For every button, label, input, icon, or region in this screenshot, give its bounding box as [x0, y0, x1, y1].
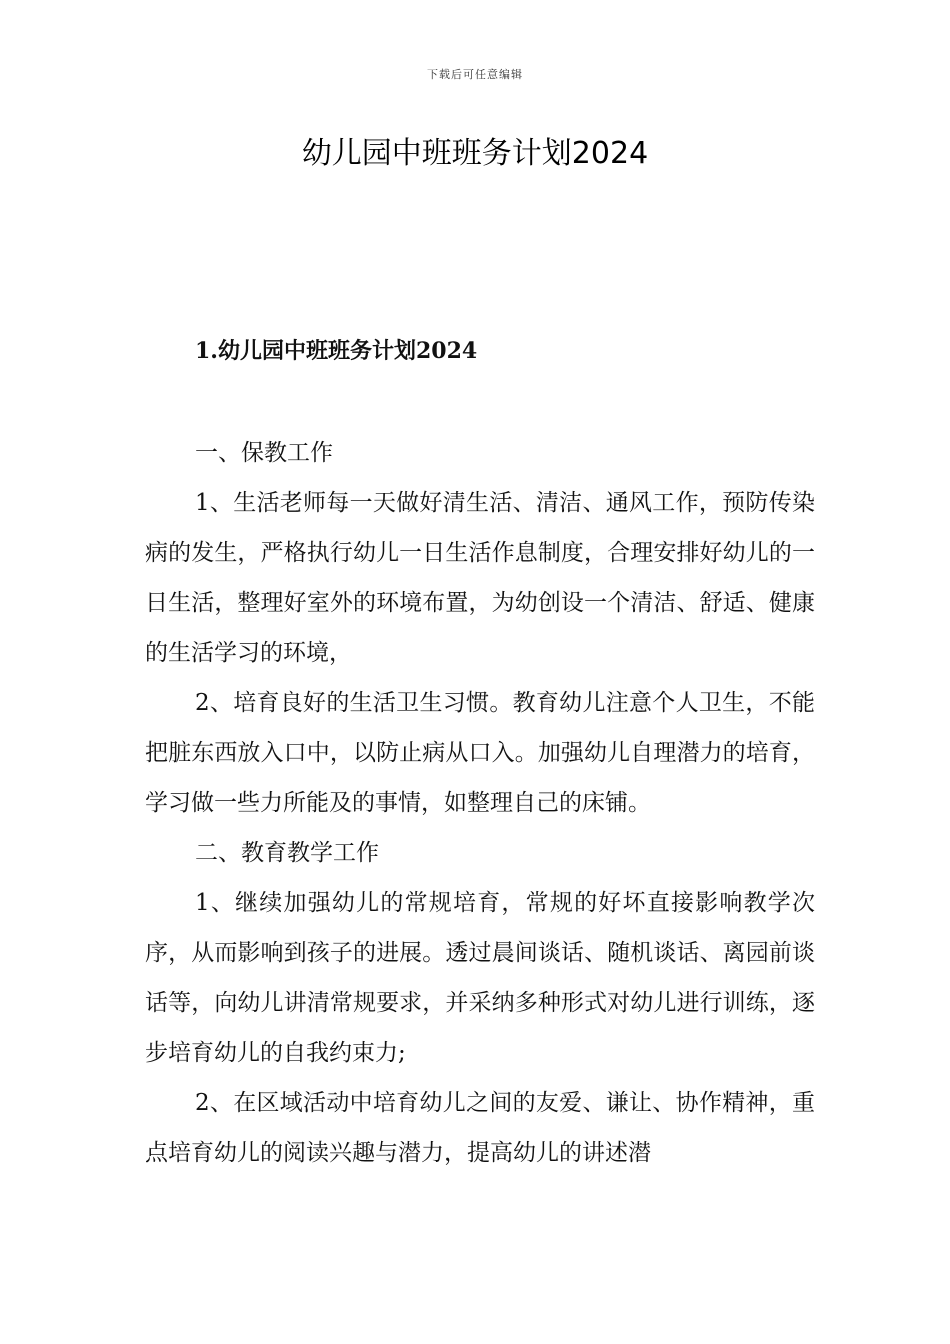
paragraph: 1、生活老师每一天做好清生活、清洁、通风工作，预防传染病的发生，严格执行幼儿一日生活作息制度，合理安排好幼儿的一日生活，整理好室外的环境布置，为幼创设一个清洁、舒适、健康的生活学习的环境，: [145, 490, 815, 666]
paragraph: 1、继续加强幼儿的常规培育，常规的好坏直接影响教学次序，从而影响到孩子的进展。透过晨间谈话、随机谈话、离园前谈话等，向幼儿讲清常规要求，并采纳多种形式对幼儿进行训练，逐步培育幼儿的自我约束力;: [145, 890, 815, 1066]
section-heading-1: 一、保教工作: [195, 440, 333, 466]
header-note: 下载后可任意编辑: [427, 68, 523, 81]
paragraph: 2、在区域活动中培育幼儿之间的友爱、谦让、协作精神，重点培育幼儿的阅读兴趣与潜力，提高幼儿的讲述潜: [145, 1090, 815, 1166]
section-heading-2: 二、教育教学工作: [195, 840, 379, 866]
section-subtitle: 1.幼儿园中班班务计划2024: [195, 338, 478, 364]
body-text: [145, 428, 815, 1178]
document-title: 幼儿园中班班务计划2024: [301, 136, 649, 171]
paragraph: 2、培育良好的生活卫生习惯。教育幼儿注意个人卫生，不能把脏东西放入口中，以防止病从口入。加强幼儿自理潜力的培育，学习做一些力所能及的事情，如整理自己的床铺。: [145, 690, 815, 816]
